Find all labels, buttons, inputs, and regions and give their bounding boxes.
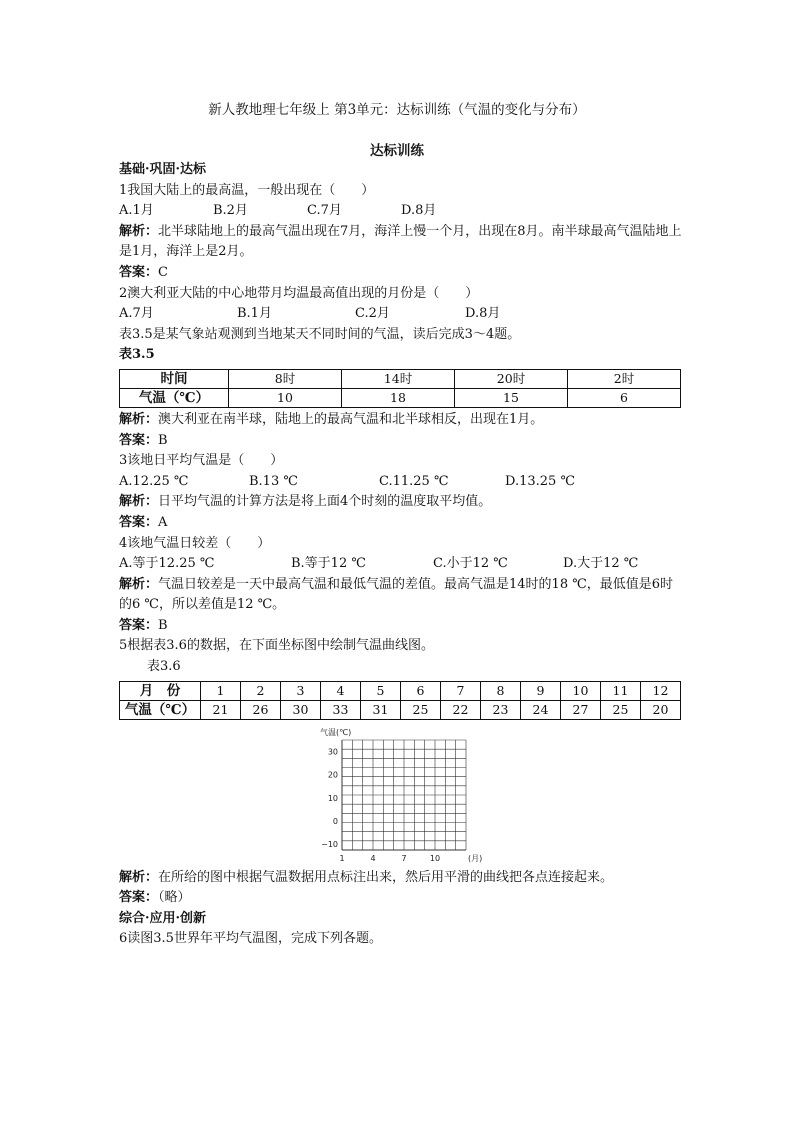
y-tick-label: 10 <box>327 793 338 803</box>
table-cell: 25 <box>601 700 641 719</box>
answer-2 <box>119 431 685 452</box>
explanation-1 <box>119 222 685 263</box>
table-row <box>120 388 681 407</box>
document-body <box>119 160 685 950</box>
table-cell: 25 <box>401 700 441 719</box>
option-b: B.2月 <box>213 203 248 219</box>
table-row <box>120 700 681 719</box>
explanation-label: 解析： <box>119 869 159 885</box>
table-header-cell: 气温（℃） <box>120 388 229 407</box>
question-4: 4该地气温日较差（ ） <box>119 535 271 551</box>
option-b: B.13 ℃ <box>249 473 298 489</box>
explanation-3 <box>119 492 685 513</box>
explanation-label: 解析： <box>119 494 159 510</box>
answer-label: 答案： <box>119 514 159 530</box>
option-c: C.小于12 ℃ <box>433 556 508 572</box>
y-tick-label: 30 <box>327 747 338 757</box>
data-table-3-6 <box>119 681 681 720</box>
table-cell: 26 <box>241 700 281 719</box>
explanation-5 <box>119 868 685 889</box>
page-title: 新人教地理七年级上 第3单元：达标训练（气温的变化与分布） <box>208 102 586 118</box>
y-tick-label: −10 <box>321 839 338 849</box>
answer-3 <box>119 513 685 534</box>
option-d: D.13.25 ℃ <box>505 473 575 489</box>
explanation-4 <box>119 575 685 616</box>
answer-value: B <box>158 617 168 633</box>
table-cell: 10 <box>561 681 601 700</box>
subsection-title: 基础·巩固·达标 <box>119 162 207 177</box>
table-cell: 7 <box>441 681 481 700</box>
table-header-cell: 月 份 <box>120 681 201 700</box>
table-cell: 2时 <box>568 369 681 388</box>
table-row <box>120 369 681 388</box>
table-cell: 21 <box>201 700 241 719</box>
explanation-text: 气温日较差是一天中最高气温和最低气温的差值。最高气温是14时的18 ℃，最低值是6时的6 ℃，所以差值是12 ℃。 <box>119 576 674 613</box>
table-cell: 8时 <box>229 369 342 388</box>
answer-value: A <box>158 514 168 530</box>
table-caption: 表3.6 <box>147 659 181 675</box>
table-caption: 表3.5 <box>119 347 155 363</box>
option-d: D.8月 <box>465 306 501 322</box>
table-cell: 10 <box>229 388 342 407</box>
table-cell: 3 <box>281 681 321 700</box>
data-table-3-5 <box>119 369 681 408</box>
question-1: 1我国大陆上的最高温，一般出现在（ ） <box>119 182 375 198</box>
question-3: 3该地日平均气温是（ ） <box>119 453 284 469</box>
explanation-text: 日平均气温的计算方法是将上面4个时刻的温度取平均值。 <box>158 494 492 510</box>
option-b: B.1月 <box>237 306 272 322</box>
table-cell: 33 <box>321 700 361 719</box>
option-d: D.8月 <box>401 203 437 219</box>
explanation-label: 解析： <box>119 223 159 239</box>
table-cell: 23 <box>481 700 521 719</box>
table-header-cell: 时间 <box>120 369 229 388</box>
x-axis-label: (月) <box>468 853 483 863</box>
intro-text: 表3.5是某气象站观测到当地某天不同时间的气温，读后完成3～4题。 <box>119 326 521 342</box>
option-b: B.等于12 ℃ <box>291 556 366 572</box>
answer-value: C <box>158 264 168 280</box>
section-title: 达标训练 <box>370 143 424 159</box>
answer-label: 答案： <box>119 432 159 448</box>
answer-label: 答案： <box>119 617 159 633</box>
temperature-grid-chart <box>314 726 484 866</box>
option-c: C.2月 <box>355 306 390 322</box>
subsection-title: 综合·应用·创新 <box>119 910 207 926</box>
table-cell: 12 <box>641 681 681 700</box>
table-cell: 4 <box>321 681 361 700</box>
question-3-options <box>119 472 685 493</box>
table-cell: 5 <box>361 681 401 700</box>
option-a: A.7月 <box>119 306 154 322</box>
explanation-2 <box>119 410 685 431</box>
question-1-options <box>119 201 685 222</box>
option-a: A.12.25 ℃ <box>119 473 189 489</box>
table-cell: 20时 <box>455 369 568 388</box>
answer-value: B <box>158 432 168 448</box>
table-cell: 22 <box>441 700 481 719</box>
x-tick-label: 4 <box>370 853 376 863</box>
answer-4 <box>119 616 685 637</box>
x-tick-label: 7 <box>401 853 407 863</box>
option-d: D.大于12 ℃ <box>563 556 639 572</box>
answer-1 <box>119 263 685 284</box>
question-5: 5根据表3.6的数据，在下面坐标图中绘制气温曲线图。 <box>119 638 434 654</box>
answer-label: 答案： <box>119 264 159 280</box>
x-tick-label: 1 <box>339 853 345 863</box>
explanation-text: 北半球陆地上的最高气温出现在7月，海洋上慢一个月，出现在8月。南半球最高气温陆地上是1月，海洋上是2月。 <box>119 223 682 260</box>
answer-label: 答案： <box>119 890 159 906</box>
table-cell: 20 <box>641 700 681 719</box>
option-c: C.11.25 ℃ <box>379 473 449 489</box>
table-cell: 8 <box>481 681 521 700</box>
table-cell: 14时 <box>342 369 455 388</box>
table-cell: 6 <box>568 388 681 407</box>
y-axis-label: 气温(℃) <box>320 727 352 737</box>
y-tick-label: 0 <box>332 816 338 826</box>
explanation-label: 解析： <box>119 411 159 427</box>
table-cell: 1 <box>201 681 241 700</box>
table-cell: 18 <box>342 388 455 407</box>
question-4-options <box>119 554 685 575</box>
y-tick-label: 20 <box>327 770 338 780</box>
table-cell: 30 <box>281 700 321 719</box>
option-c: C.7月 <box>307 203 342 219</box>
table-cell: 6 <box>401 681 441 700</box>
answer-value: （略） <box>158 890 191 906</box>
answer-5 <box>119 888 685 909</box>
question-2: 2澳大利亚大陆的中心地带月均温最高值出现的月份是（ ） <box>119 285 479 301</box>
table-cell: 15 <box>455 388 568 407</box>
question-6: 6读图3.5世界年平均气温图，完成下列各题。 <box>119 931 382 947</box>
table-cell: 11 <box>601 681 641 700</box>
table-header-cell: 气温（℃） <box>120 700 201 719</box>
table-cell: 9 <box>521 681 561 700</box>
table-cell: 2 <box>241 681 281 700</box>
question-2-options <box>119 304 685 325</box>
table-cell: 27 <box>561 700 601 719</box>
table-row <box>120 681 681 700</box>
table-cell: 24 <box>521 700 561 719</box>
x-tick-label: 10 <box>429 853 441 863</box>
option-a: A.1月 <box>119 203 154 219</box>
option-a: A.等于12.25 ℃ <box>119 556 215 572</box>
explanation-text: 在所给的图中根据气温数据用点标注出来，然后用平滑的曲线把各点连接起来。 <box>158 869 614 885</box>
table-cell: 31 <box>361 700 401 719</box>
explanation-label: 解析： <box>119 576 159 592</box>
explanation-text: 澳大利亚在南半球，陆地上的最高气温和北半球相反，出现在1月。 <box>158 411 544 427</box>
temperature-chart <box>119 722 685 868</box>
